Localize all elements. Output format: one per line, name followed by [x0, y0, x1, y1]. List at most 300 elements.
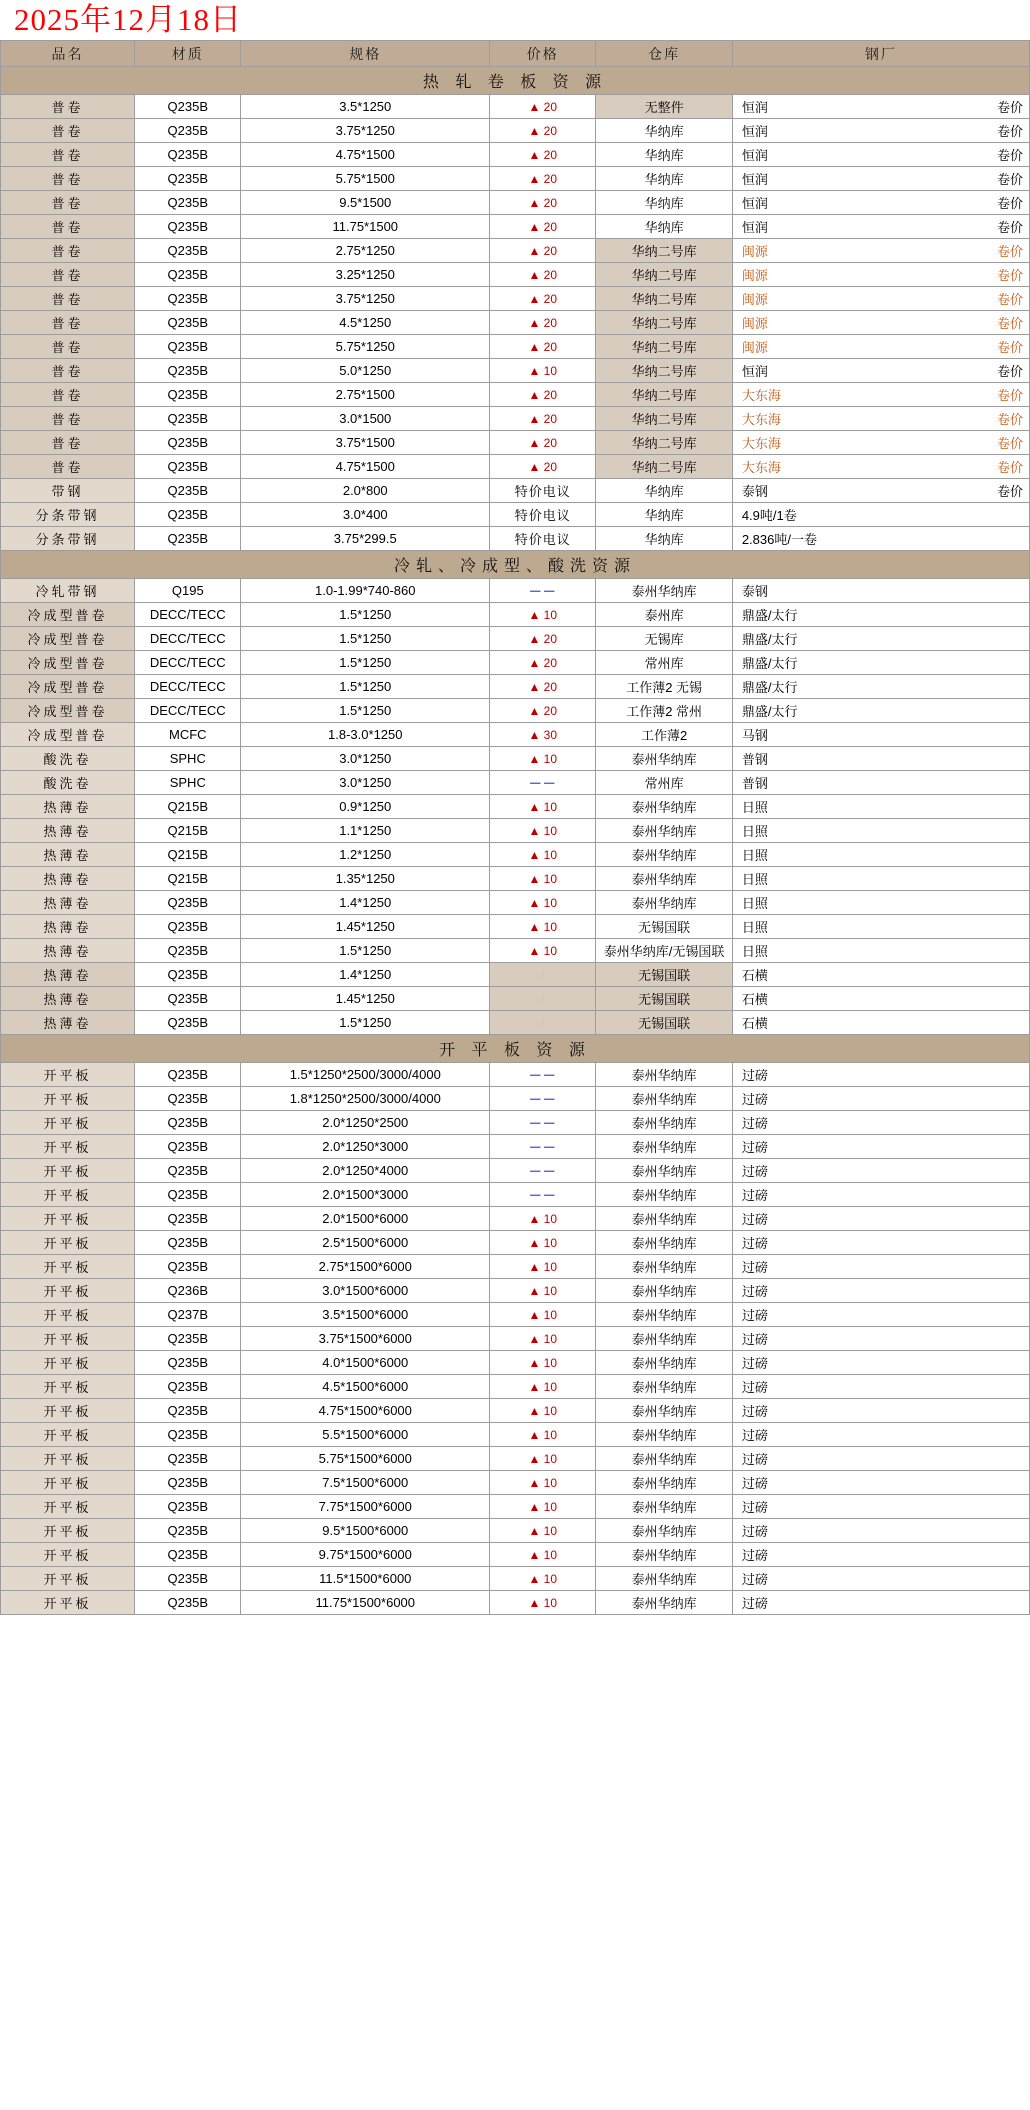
cell-spec: 9.75*1500*6000: [241, 1543, 490, 1567]
table-row: [1, 603, 1030, 627]
table-row: [1, 479, 1030, 503]
table-row: [1, 819, 1030, 843]
cell-spec: 4.5*1250: [241, 311, 490, 335]
cell-mill: [732, 771, 1029, 795]
table-row: [1, 675, 1030, 699]
cell-material: Q235B: [135, 167, 241, 191]
table-row: [1, 1303, 1030, 1327]
cell-product-name: 热薄卷: [1, 915, 135, 939]
cell-spec: 1.2*1250: [241, 843, 490, 867]
cell-mill: [732, 527, 1029, 551]
table-row: [1, 795, 1030, 819]
cell-warehouse: 泰州华纳库: [596, 1567, 732, 1591]
cell-material: Q235B: [135, 119, 241, 143]
table-row: [1, 167, 1030, 191]
cell-warehouse: 无锡库: [596, 627, 732, 651]
cell-price: ▲ 20: [490, 675, 596, 699]
mill-name: 过磅: [741, 1188, 768, 1203]
cell-warehouse: 泰州华纳库: [596, 579, 732, 603]
cell-spec: 4.75*1500*6000: [241, 1399, 490, 1423]
cell-warehouse: 泰州华纳库: [596, 1591, 732, 1615]
cell-price: ▲ 20: [490, 311, 596, 335]
cell-product-name: 开平板: [1, 1183, 135, 1207]
cell-warehouse: 泰州华纳库: [596, 1207, 732, 1231]
cell-material: Q235B: [135, 383, 241, 407]
mill-name: 过磅: [741, 1476, 768, 1491]
cell-mill: [732, 747, 1029, 771]
table-row: [1, 1375, 1030, 1399]
mill-name: 过磅: [741, 1572, 768, 1587]
cell-warehouse: 华纳库: [596, 503, 732, 527]
cell-material: DECC/TECC: [135, 651, 241, 675]
mill-name: 4.9吨/1卷: [741, 508, 797, 523]
mill-name: 鼎盛/太行: [741, 680, 798, 695]
cell-warehouse: 工作薄2: [596, 723, 732, 747]
section-heading-row: [1, 1035, 1030, 1063]
cell-warehouse: 泰州华纳库: [596, 1471, 732, 1495]
cell-mill: [732, 359, 1029, 383]
cell-spec: 11.75*1500*6000: [241, 1591, 490, 1615]
table-row: [1, 215, 1030, 239]
table-row: [1, 431, 1030, 455]
cell-product-name: 分条带钢: [1, 527, 135, 551]
cell-spec: 3.0*1250: [241, 747, 490, 771]
cell-price: ▲ 10: [490, 1495, 596, 1519]
cell-spec: 3.0*1500: [241, 407, 490, 431]
cell-price: ▲ 10: [490, 1231, 596, 1255]
table-row: [1, 1423, 1030, 1447]
cell-price: ▲ 10: [490, 939, 596, 963]
mill-name: 日照: [741, 896, 768, 911]
mill-name: 恒润: [741, 364, 768, 379]
cell-spec: 1.5*1250: [241, 627, 490, 651]
mill-name: 日照: [741, 872, 768, 887]
cell-mill: [732, 603, 1029, 627]
cell-product-name: 开平板: [1, 1207, 135, 1231]
cell-material: Q235B: [135, 95, 241, 119]
cell-mill: [732, 287, 1029, 311]
cell-spec: 3.75*299.5: [241, 527, 490, 551]
cell-warehouse: 常州库: [596, 651, 732, 675]
cell-mill: [732, 1231, 1029, 1255]
cell-product-name: 开平板: [1, 1351, 135, 1375]
cell-spec: 1.45*1250: [241, 987, 490, 1011]
cell-mill: [732, 1255, 1029, 1279]
cell-mill: [732, 119, 1029, 143]
table-row: [1, 843, 1030, 867]
cell-spec: 2.75*1500: [241, 383, 490, 407]
cell-material: Q235B: [135, 1011, 241, 1035]
cell-product-name: 普卷: [1, 311, 135, 335]
cell-product-name: 开平板: [1, 1087, 135, 1111]
table-row: [1, 651, 1030, 675]
cell-product-name: 开平板: [1, 1231, 135, 1255]
cell-spec: 2.5*1500*6000: [241, 1231, 490, 1255]
cell-price: －－: [490, 579, 596, 603]
cell-material: Q235B: [135, 1255, 241, 1279]
cell-mill: [732, 723, 1029, 747]
cell-mill: [732, 987, 1029, 1011]
cell-mill: [732, 1135, 1029, 1159]
cell-price: ▲ 10: [490, 1543, 596, 1567]
cell-product-name: 冷成型普卷: [1, 699, 135, 723]
cell-spec: 0.9*1250: [241, 795, 490, 819]
table-body: [1, 67, 1030, 1615]
cell-warehouse: 泰州华纳库: [596, 819, 732, 843]
cell-price: ▲ 20: [490, 335, 596, 359]
cell-price: ▲ 20: [490, 627, 596, 651]
cell-product-name: 冷成型普卷: [1, 603, 135, 627]
cell-warehouse: 华纳二号库: [596, 359, 732, 383]
cell-material: Q235B: [135, 915, 241, 939]
table-row: [1, 383, 1030, 407]
mill-name: 恒润: [741, 220, 768, 235]
cell-product-name: 开平板: [1, 1303, 135, 1327]
cell-warehouse: 泰州华纳库: [596, 843, 732, 867]
mill-name: 过磅: [741, 1116, 768, 1131]
table-row: [1, 311, 1030, 335]
cell-mill: [732, 383, 1029, 407]
cell-warehouse: 泰州华纳库: [596, 1111, 732, 1135]
cell-spec: 4.5*1500*6000: [241, 1375, 490, 1399]
cell-material: Q235B: [135, 287, 241, 311]
cell-spec: 11.75*1500: [241, 215, 490, 239]
cell-material: Q235B: [135, 1471, 241, 1495]
cell-warehouse: 华纳库: [596, 191, 732, 215]
table-row: [1, 1471, 1030, 1495]
cell-material: Q237B: [135, 1303, 241, 1327]
cell-warehouse: 泰州华纳库: [596, 1159, 732, 1183]
cell-price: ▲ 20: [490, 287, 596, 311]
cell-product-name: 普卷: [1, 431, 135, 455]
cell-spec: 1.4*1250: [241, 891, 490, 915]
cell-price: ▲ 20: [490, 239, 596, 263]
price-table: [0, 40, 1030, 1615]
section-heading: 热 轧 卷 板 资 源: [1, 67, 1030, 95]
cell-spec: 1.8-3.0*1250: [241, 723, 490, 747]
cell-mill: [732, 455, 1029, 479]
table-row: [1, 1327, 1030, 1351]
cell-material: DECC/TECC: [135, 627, 241, 651]
cell-mill: [732, 503, 1029, 527]
cell-spec: 1.5*1250: [241, 651, 490, 675]
cell-product-name: 普卷: [1, 167, 135, 191]
cell-spec: 2.0*1250*4000: [241, 1159, 490, 1183]
cell-material: Q235B: [135, 1183, 241, 1207]
mill-name: 闽源: [741, 268, 768, 283]
table-row: [1, 1519, 1030, 1543]
cell-material: Q195: [135, 579, 241, 603]
mill-name: 过磅: [741, 1548, 768, 1563]
mill-name: 过磅: [741, 1164, 768, 1179]
cell-material: Q235B: [135, 527, 241, 551]
cell-product-name: 开平板: [1, 1423, 135, 1447]
cell-material: Q235B: [135, 239, 241, 263]
cell-material: Q235B: [135, 455, 241, 479]
cell-spec: 3.75*1250: [241, 287, 490, 311]
cell-material: Q235B: [135, 311, 241, 335]
cell-product-name: 分条带钢: [1, 503, 135, 527]
cell-product-name: 普卷: [1, 383, 135, 407]
mill-tag: 卷价: [996, 268, 1023, 283]
cell-material: Q235B: [135, 1351, 241, 1375]
cell-material: Q235B: [135, 1087, 241, 1111]
cell-spec: 3.5*1500*6000: [241, 1303, 490, 1327]
mill-name: 过磅: [741, 1212, 768, 1227]
table-row: [1, 1591, 1030, 1615]
cell-mill: [732, 1591, 1029, 1615]
mill-tag: 卷价: [996, 484, 1023, 499]
mill-tag: 卷价: [996, 172, 1023, 187]
cell-warehouse: 泰州华纳库: [596, 1303, 732, 1327]
table-row: [1, 1063, 1030, 1087]
cell-price: ▲ 20: [490, 119, 596, 143]
mill-tag: 卷价: [996, 148, 1023, 163]
mill-name: 鼎盛/太行: [741, 632, 798, 647]
cell-mill: [732, 1351, 1029, 1375]
table-row: [1, 1351, 1030, 1375]
mill-name: 恒润: [741, 100, 768, 115]
cell-warehouse: 常州库: [596, 771, 732, 795]
cell-warehouse: 泰州华纳库: [596, 1423, 732, 1447]
cell-price: ▲ 20: [490, 699, 596, 723]
cell-mill: [732, 675, 1029, 699]
cell-mill: [732, 167, 1029, 191]
mill-tag: 卷价: [996, 316, 1023, 331]
cell-product-name: 酸洗卷: [1, 771, 135, 795]
cell-price: ▲ 10: [490, 1351, 596, 1375]
cell-mill: [732, 795, 1029, 819]
cell-spec: 3.75*1500*6000: [241, 1327, 490, 1351]
cell-price: ▲ 10: [490, 1327, 596, 1351]
cell-price: ▲ 10: [490, 1375, 596, 1399]
mill-name: 大东海: [741, 412, 781, 427]
cell-mill: [732, 819, 1029, 843]
cell-price: /: [490, 963, 596, 987]
cell-product-name: 热薄卷: [1, 963, 135, 987]
mill-name: 过磅: [741, 1404, 768, 1419]
cell-material: Q235B: [135, 503, 241, 527]
cell-product-name: 开平板: [1, 1399, 135, 1423]
cell-warehouse: 泰州华纳库: [596, 1063, 732, 1087]
mill-tag: 卷价: [996, 388, 1023, 403]
cell-mill: [732, 1519, 1029, 1543]
cell-mill: [732, 1159, 1029, 1183]
cell-spec: 5.75*1500: [241, 167, 490, 191]
cell-product-name: 开平板: [1, 1543, 135, 1567]
cell-warehouse: 华纳库: [596, 479, 732, 503]
cell-material: Q235B: [135, 1399, 241, 1423]
table-row: [1, 1011, 1030, 1035]
mill-tag: 卷价: [996, 412, 1023, 427]
cell-warehouse: 华纳二号库: [596, 287, 732, 311]
table-row: [1, 963, 1030, 987]
cell-product-name: 普卷: [1, 143, 135, 167]
cell-spec: 4.75*1500: [241, 455, 490, 479]
cell-price: ▲ 20: [490, 263, 596, 287]
mill-name: 泰钢: [741, 484, 768, 499]
table-row: [1, 263, 1030, 287]
cell-price: ▲ 20: [490, 383, 596, 407]
mill-tag: 卷价: [996, 364, 1023, 379]
cell-mill: [732, 1495, 1029, 1519]
mill-name: 恒润: [741, 196, 768, 211]
mill-name: 石横: [741, 968, 768, 983]
mill-name: 过磅: [741, 1452, 768, 1467]
table-row: [1, 287, 1030, 311]
cell-warehouse: 无锡国联: [596, 1011, 732, 1035]
cell-spec: 1.5*1250: [241, 603, 490, 627]
cell-material: Q235B: [135, 359, 241, 383]
cell-price: ▲ 10: [490, 1591, 596, 1615]
cell-price: ▲ 10: [490, 915, 596, 939]
cell-spec: 1.5*1250: [241, 699, 490, 723]
cell-material: Q235B: [135, 1159, 241, 1183]
cell-mill: [732, 479, 1029, 503]
cell-product-name: 普卷: [1, 455, 135, 479]
cell-spec: 1.5*1250: [241, 939, 490, 963]
mill-name: 石横: [741, 992, 768, 1007]
cell-material: DECC/TECC: [135, 675, 241, 699]
cell-mill: [732, 335, 1029, 359]
mill-name: 过磅: [741, 1332, 768, 1347]
mill-name: 马钢: [741, 728, 768, 743]
table-row: [1, 1543, 1030, 1567]
mill-name: 过磅: [741, 1596, 768, 1611]
cell-price: ▲ 10: [490, 795, 596, 819]
cell-price: －－: [490, 1087, 596, 1111]
cell-spec: 1.1*1250: [241, 819, 490, 843]
cell-spec: 1.4*1250: [241, 963, 490, 987]
cell-price: 特价电议: [490, 503, 596, 527]
cell-product-name: 普卷: [1, 215, 135, 239]
cell-price: －－: [490, 1063, 596, 1087]
cell-product-name: 普卷: [1, 359, 135, 383]
table-header: [1, 41, 1030, 67]
cell-price: ▲ 10: [490, 1519, 596, 1543]
cell-price: ▲ 10: [490, 1447, 596, 1471]
cell-price: ▲ 10: [490, 1423, 596, 1447]
cell-price: ▲ 10: [490, 819, 596, 843]
cell-spec: 1.8*1250*2500/3000/4000: [241, 1087, 490, 1111]
mill-name: 普钢: [741, 776, 768, 791]
cell-product-name: 开平板: [1, 1327, 135, 1351]
table-row: [1, 1447, 1030, 1471]
table-row: [1, 747, 1030, 771]
table-row: [1, 143, 1030, 167]
table-row: [1, 335, 1030, 359]
cell-mill: [732, 579, 1029, 603]
cell-spec: 5.5*1500*6000: [241, 1423, 490, 1447]
cell-spec: 2.0*1250*2500: [241, 1111, 490, 1135]
cell-price: ▲ 20: [490, 651, 596, 675]
cell-mill: [732, 1011, 1029, 1035]
cell-mill: [732, 1447, 1029, 1471]
cell-price: ▲ 10: [490, 1471, 596, 1495]
mill-name: 鼎盛/太行: [741, 704, 798, 719]
table-row: [1, 359, 1030, 383]
cell-warehouse: 泰州华纳库: [596, 891, 732, 915]
cell-product-name: 普卷: [1, 287, 135, 311]
mill-name: 鼎盛/太行: [741, 608, 798, 623]
cell-spec: 2.0*1250*3000: [241, 1135, 490, 1159]
table-row: [1, 527, 1030, 551]
cell-warehouse: 泰州华纳库: [596, 1351, 732, 1375]
mill-name: 日照: [741, 824, 768, 839]
cell-price: ▲ 20: [490, 191, 596, 215]
column-header-material: 材质: [135, 41, 241, 67]
cell-mill: [732, 1567, 1029, 1591]
cell-warehouse: 泰州华纳库: [596, 1183, 732, 1207]
mill-name: 2.836吨/一卷: [741, 532, 817, 547]
cell-material: Q235B: [135, 1231, 241, 1255]
cell-product-name: 开平板: [1, 1375, 135, 1399]
cell-material: Q215B: [135, 795, 241, 819]
cell-mill: [732, 1375, 1029, 1399]
cell-price: ▲ 10: [490, 1399, 596, 1423]
mill-name: 过磅: [741, 1260, 768, 1275]
cell-mill: [732, 311, 1029, 335]
cell-product-name: 开平板: [1, 1447, 135, 1471]
table-row: [1, 95, 1030, 119]
cell-warehouse: 华纳二号库: [596, 455, 732, 479]
table-row: [1, 1183, 1030, 1207]
cell-mill: [732, 1543, 1029, 1567]
cell-material: Q235B: [135, 1591, 241, 1615]
cell-price: －－: [490, 1183, 596, 1207]
cell-spec: 1.5*1250*2500/3000/4000: [241, 1063, 490, 1087]
cell-warehouse: 泰州华纳库: [596, 1519, 732, 1543]
cell-spec: 1.5*1250: [241, 1011, 490, 1035]
mill-tag: 卷价: [996, 196, 1023, 211]
cell-warehouse: 泰州华纳库: [596, 1231, 732, 1255]
table-row: [1, 771, 1030, 795]
cell-price: ▲ 20: [490, 167, 596, 191]
cell-warehouse: 华纳库: [596, 167, 732, 191]
cell-warehouse: 无锡国联: [596, 963, 732, 987]
mill-name: 过磅: [741, 1356, 768, 1371]
cell-spec: 5.75*1250: [241, 335, 490, 359]
cell-spec: 1.35*1250: [241, 867, 490, 891]
cell-mill: [732, 1087, 1029, 1111]
cell-warehouse: 工作薄2 无锡: [596, 675, 732, 699]
table-row: [1, 1399, 1030, 1423]
table-row: [1, 1111, 1030, 1135]
cell-product-name: 开平板: [1, 1495, 135, 1519]
cell-material: Q215B: [135, 843, 241, 867]
cell-price: ▲ 20: [490, 407, 596, 431]
mill-tag: 卷价: [996, 292, 1023, 307]
cell-warehouse: 华纳二号库: [596, 383, 732, 407]
cell-price: ▲ 10: [490, 1303, 596, 1327]
cell-material: Q235B: [135, 1495, 241, 1519]
cell-material: SPHC: [135, 771, 241, 795]
table-row: [1, 239, 1030, 263]
cell-warehouse: 泰州华纳库: [596, 1495, 732, 1519]
cell-warehouse: 华纳库: [596, 527, 732, 551]
cell-price: /: [490, 987, 596, 1011]
cell-mill: [732, 651, 1029, 675]
cell-warehouse: 泰州库: [596, 603, 732, 627]
cell-product-name: 开平板: [1, 1471, 135, 1495]
cell-mill: [732, 1471, 1029, 1495]
cell-price: ▲ 10: [490, 891, 596, 915]
cell-spec: 1.45*1250: [241, 915, 490, 939]
cell-product-name: 热薄卷: [1, 843, 135, 867]
cell-material: Q235B: [135, 335, 241, 359]
cell-mill: [732, 215, 1029, 239]
table-row: [1, 987, 1030, 1011]
